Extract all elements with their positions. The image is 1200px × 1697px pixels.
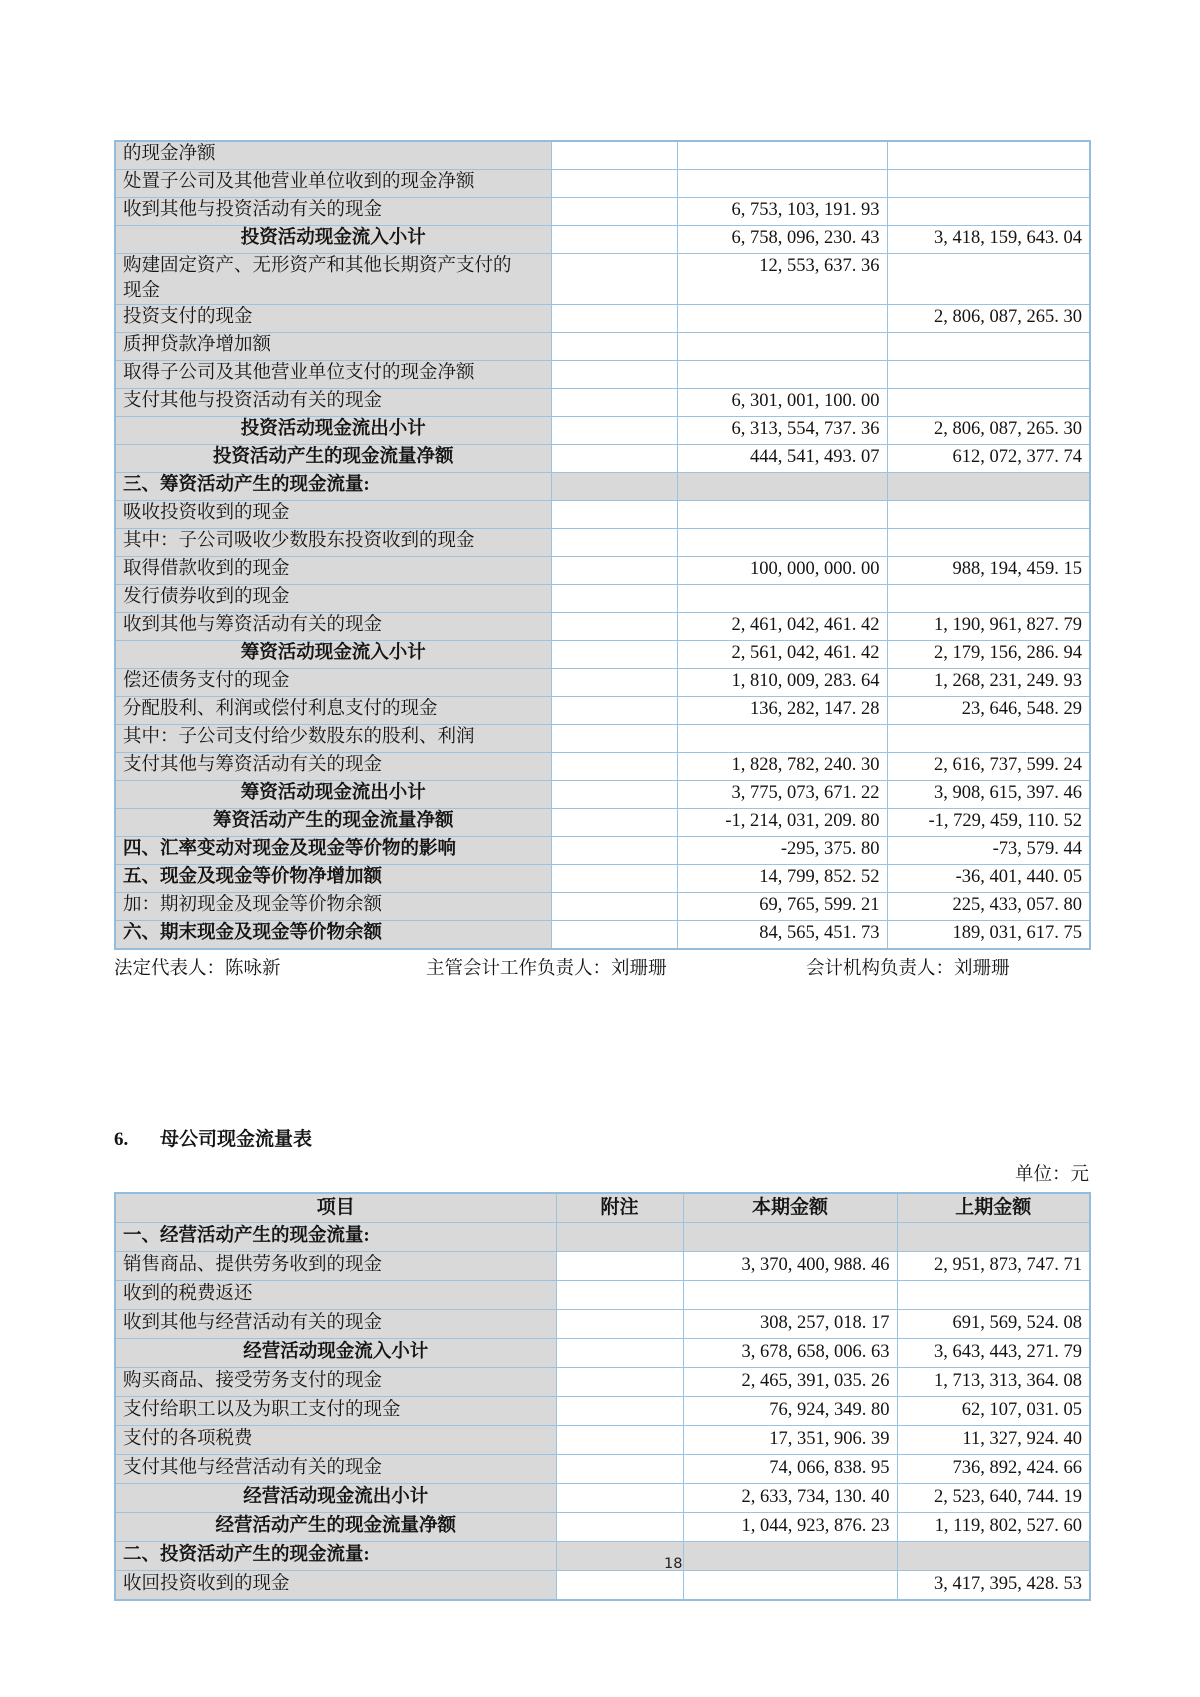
prior-amount bbox=[887, 389, 1090, 417]
item-label: 吸收投资收到的现金 bbox=[115, 501, 551, 529]
item-label: 分配股利、利润或偿付利息支付的现金 bbox=[115, 697, 551, 725]
note-cell bbox=[551, 865, 677, 893]
subtotal-row bbox=[115, 417, 1090, 445]
current-amount: 6, 758, 096, 230. 43 bbox=[677, 226, 887, 254]
subtotal-row bbox=[115, 1484, 1090, 1513]
note-cell bbox=[551, 141, 677, 170]
current-amount bbox=[677, 473, 887, 501]
item-label: 六、期末现金及现金等价物余额 bbox=[115, 921, 551, 950]
prior-amount: 225, 433, 057. 80 bbox=[887, 893, 1090, 921]
current-amount bbox=[677, 333, 887, 361]
item-label: 加：期初现金及现金等价物余额 bbox=[115, 893, 551, 921]
note-cell bbox=[551, 445, 677, 473]
note-cell bbox=[551, 557, 677, 585]
subtotal-row bbox=[115, 1339, 1090, 1368]
item-label: 支付其他与筹资活动有关的现金 bbox=[115, 753, 551, 781]
subtotal-row bbox=[115, 226, 1090, 254]
prior-amount: 1, 119, 802, 527. 60 bbox=[897, 1513, 1090, 1542]
consolidated-cash-flow-table bbox=[114, 140, 1091, 950]
prior-amount: 1, 713, 313, 364. 08 bbox=[897, 1368, 1090, 1397]
item-label: 投资活动现金流出小计 bbox=[115, 417, 551, 445]
note-cell bbox=[551, 613, 677, 641]
prior-amount bbox=[887, 170, 1090, 198]
table-row bbox=[115, 613, 1090, 641]
note-cell bbox=[556, 1513, 683, 1542]
note-cell bbox=[556, 1339, 683, 1368]
current-amount: 2, 461, 042, 461. 42 bbox=[677, 613, 887, 641]
prior-amount: -36, 401, 440. 05 bbox=[887, 865, 1090, 893]
prior-amount: 23, 646, 548. 29 bbox=[887, 697, 1090, 725]
item-label: 五、现金及现金等价物净增加额 bbox=[115, 865, 551, 893]
current-amount: 444, 541, 493. 07 bbox=[677, 445, 887, 473]
current-amount bbox=[677, 529, 887, 557]
item-label: 的现金净额 bbox=[115, 141, 551, 170]
prior-amount bbox=[897, 1542, 1090, 1571]
note-cell bbox=[551, 333, 677, 361]
note-cell bbox=[551, 641, 677, 669]
section-title: 母公司现金流量表 bbox=[160, 1129, 313, 1150]
prior-amount bbox=[897, 1281, 1090, 1310]
item-label: 投资活动现金流入小计 bbox=[115, 226, 551, 254]
item-label: 偿还债务支付的现金 bbox=[115, 669, 551, 697]
item-label: 处置子公司及其他营业单位收到的现金净额 bbox=[115, 170, 551, 198]
item-label: 购买商品、接受劳务支付的现金 bbox=[115, 1368, 556, 1397]
prior-amount bbox=[897, 1223, 1090, 1252]
note-cell bbox=[556, 1252, 683, 1281]
note-cell bbox=[551, 669, 677, 697]
note-cell bbox=[551, 753, 677, 781]
current-amount bbox=[677, 361, 887, 389]
table-row bbox=[115, 1368, 1090, 1397]
item-label: 其中：子公司支付给少数股东的股利、利润 bbox=[115, 725, 551, 753]
table-row bbox=[115, 1455, 1090, 1484]
prior-amount: 3, 417, 395, 428. 53 bbox=[897, 1571, 1090, 1601]
current-amount: 6, 753, 103, 191. 93 bbox=[677, 198, 887, 226]
table-row bbox=[115, 697, 1090, 725]
prior-amount: 11, 327, 924. 40 bbox=[897, 1426, 1090, 1455]
note-cell bbox=[551, 781, 677, 809]
item-label: 支付的各项税费 bbox=[115, 1426, 556, 1455]
item-label: 筹资活动产生的现金流量净额 bbox=[115, 809, 551, 837]
table-row bbox=[115, 198, 1090, 226]
prior-amount: 2, 951, 873, 747. 71 bbox=[897, 1252, 1090, 1281]
item-label: 支付其他与投资活动有关的现金 bbox=[115, 389, 551, 417]
prior-amount: 3, 418, 159, 643. 04 bbox=[887, 226, 1090, 254]
table-row bbox=[115, 361, 1090, 389]
note-cell bbox=[556, 1397, 683, 1426]
table-row bbox=[115, 1571, 1090, 1601]
current-amount bbox=[683, 1542, 897, 1571]
current-amount: 1, 828, 782, 240. 30 bbox=[677, 753, 887, 781]
prior-amount: 2, 616, 737, 599. 24 bbox=[887, 753, 1090, 781]
table-row bbox=[115, 585, 1090, 613]
note-cell bbox=[551, 837, 677, 865]
table-row bbox=[115, 141, 1090, 170]
current-amount: 136, 282, 147. 28 bbox=[677, 697, 887, 725]
note-cell bbox=[551, 893, 677, 921]
current-amount bbox=[677, 585, 887, 613]
prior-amount: 612, 072, 377. 74 bbox=[887, 445, 1090, 473]
prior-amount: 1, 190, 961, 827. 79 bbox=[887, 613, 1090, 641]
subtotal-row bbox=[115, 1513, 1090, 1542]
table-row bbox=[115, 254, 1090, 305]
prior-amount bbox=[887, 141, 1090, 170]
current-amount: 17, 351, 906. 39 bbox=[683, 1426, 897, 1455]
item-label: 筹资活动现金流出小计 bbox=[115, 781, 551, 809]
current-amount: -295, 375. 80 bbox=[677, 837, 887, 865]
prior-amount bbox=[887, 529, 1090, 557]
prior-amount: 2, 806, 087, 265. 30 bbox=[887, 417, 1090, 445]
item-label: 收到其他与筹资活动有关的现金 bbox=[115, 613, 551, 641]
prior-amount bbox=[887, 585, 1090, 613]
item-label: 收到其他与投资活动有关的现金 bbox=[115, 198, 551, 226]
item-label: 收到的税费返还 bbox=[115, 1281, 556, 1310]
prior-amount bbox=[887, 473, 1090, 501]
item-label: 支付其他与经营活动有关的现金 bbox=[115, 1455, 556, 1484]
prior-amount: 988, 194, 459. 15 bbox=[887, 557, 1090, 585]
prior-amount: 2, 806, 087, 265. 30 bbox=[887, 305, 1090, 333]
note-cell bbox=[551, 725, 677, 753]
section-row bbox=[115, 1223, 1090, 1252]
prior-amount bbox=[887, 198, 1090, 226]
item-label: 收回投资收到的现金 bbox=[115, 1571, 556, 1601]
document-content bbox=[114, 140, 1089, 1601]
item-label: 经营活动现金流出小计 bbox=[115, 1484, 556, 1513]
current-amount bbox=[683, 1281, 897, 1310]
current-amount bbox=[677, 170, 887, 198]
table-row bbox=[115, 557, 1090, 585]
header-current-period: 本期金额 bbox=[683, 1193, 897, 1223]
current-amount: 74, 066, 838. 95 bbox=[683, 1455, 897, 1484]
note-cell bbox=[551, 501, 677, 529]
section-row bbox=[115, 473, 1090, 501]
table-row bbox=[115, 669, 1090, 697]
note-cell bbox=[551, 361, 677, 389]
current-amount: 2, 465, 391, 035. 26 bbox=[683, 1368, 897, 1397]
header-note: 附注 bbox=[556, 1193, 683, 1223]
current-amount: 100, 000, 000. 00 bbox=[677, 557, 887, 585]
note-cell bbox=[551, 170, 677, 198]
table-row bbox=[115, 753, 1090, 781]
section-number: 6. bbox=[114, 1129, 129, 1150]
current-amount bbox=[677, 141, 887, 170]
prior-amount: 62, 107, 031. 05 bbox=[897, 1397, 1090, 1426]
table-row bbox=[115, 389, 1090, 417]
prior-amount: 691, 569, 524. 08 bbox=[897, 1310, 1090, 1339]
prior-amount: -1, 729, 459, 110. 52 bbox=[887, 809, 1090, 837]
current-amount bbox=[677, 725, 887, 753]
table-row bbox=[115, 1426, 1090, 1455]
table-row bbox=[115, 1281, 1090, 1310]
current-amount: 84, 565, 451. 73 bbox=[677, 921, 887, 950]
table-row bbox=[115, 921, 1090, 950]
current-amount bbox=[677, 501, 887, 529]
current-amount: 2, 561, 042, 461. 42 bbox=[677, 641, 887, 669]
table-row bbox=[115, 893, 1090, 921]
note-cell bbox=[556, 1281, 683, 1310]
item-label: 销售商品、提供劳务收到的现金 bbox=[115, 1252, 556, 1281]
prior-amount: 189, 031, 617. 75 bbox=[887, 921, 1090, 950]
item-label: 支付给职工以及为职工支付的现金 bbox=[115, 1397, 556, 1426]
subtotal-row bbox=[115, 445, 1090, 473]
note-cell bbox=[551, 254, 677, 305]
current-amount: 6, 313, 554, 737. 36 bbox=[677, 417, 887, 445]
unit-label: 单位：元 bbox=[1014, 1165, 1089, 1185]
note-cell bbox=[551, 809, 677, 837]
current-amount: 1, 810, 009, 283. 64 bbox=[677, 669, 887, 697]
legal-representative: 法定代表人：陈咏新 bbox=[114, 959, 281, 979]
page-number: 18 bbox=[664, 1556, 683, 1572]
note-cell bbox=[551, 417, 677, 445]
current-amount: 3, 370, 400, 988. 46 bbox=[683, 1252, 897, 1281]
table-row bbox=[115, 333, 1090, 361]
subtotal-row bbox=[115, 809, 1090, 837]
item-label: 收到其他与经营活动有关的现金 bbox=[115, 1310, 556, 1339]
parent-company-cash-flow-table bbox=[114, 1192, 1091, 1601]
item-label: 投资活动产生的现金流量净额 bbox=[115, 445, 551, 473]
current-amount: 308, 257, 018. 17 bbox=[683, 1310, 897, 1339]
prior-amount bbox=[887, 501, 1090, 529]
current-amount: 14, 799, 852. 52 bbox=[677, 865, 887, 893]
note-cell bbox=[556, 1368, 683, 1397]
item-label: 发行债券收到的现金 bbox=[115, 585, 551, 613]
prior-amount bbox=[887, 254, 1090, 305]
prior-amount bbox=[887, 333, 1090, 361]
current-amount: 3, 775, 073, 671. 22 bbox=[677, 781, 887, 809]
table-row bbox=[115, 170, 1090, 198]
current-amount: 69, 765, 599. 21 bbox=[677, 893, 887, 921]
table-row bbox=[115, 865, 1090, 893]
item-label: 经营活动现金流入小计 bbox=[115, 1339, 556, 1368]
current-amount: 6, 301, 001, 100. 00 bbox=[677, 389, 887, 417]
item-label: 取得借款收到的现金 bbox=[115, 557, 551, 585]
current-amount bbox=[683, 1223, 897, 1252]
current-amount: -1, 214, 031, 209. 80 bbox=[677, 809, 887, 837]
note-cell bbox=[551, 697, 677, 725]
item-label: 二、投资活动产生的现金流量: bbox=[115, 1542, 556, 1571]
note-cell bbox=[551, 473, 677, 501]
table-row bbox=[115, 1252, 1090, 1281]
note-cell bbox=[551, 226, 677, 254]
note-cell bbox=[556, 1223, 683, 1252]
table-row bbox=[115, 725, 1090, 753]
note-cell bbox=[556, 1484, 683, 1513]
subtotal-row bbox=[115, 641, 1090, 669]
note-cell bbox=[556, 1455, 683, 1484]
prior-amount: 3, 643, 443, 271. 79 bbox=[897, 1339, 1090, 1368]
header-prior-period: 上期金额 bbox=[897, 1193, 1090, 1223]
current-amount: 3, 678, 658, 006. 63 bbox=[683, 1339, 897, 1368]
prior-amount: 1, 268, 231, 249. 93 bbox=[887, 669, 1090, 697]
section-heading bbox=[114, 1127, 1089, 1153]
note-cell bbox=[551, 529, 677, 557]
table-row bbox=[115, 1310, 1090, 1339]
item-label: 四、汇率变动对现金及现金等价物的影响 bbox=[115, 837, 551, 865]
note-cell bbox=[556, 1571, 683, 1601]
current-amount: 12, 553, 637. 36 bbox=[677, 254, 887, 305]
item-label: 一、经营活动产生的现金流量: bbox=[115, 1223, 556, 1252]
subtotal-row bbox=[115, 781, 1090, 809]
note-cell bbox=[556, 1426, 683, 1455]
current-amount: 2, 633, 734, 130. 40 bbox=[683, 1484, 897, 1513]
note-cell bbox=[551, 389, 677, 417]
table-row bbox=[115, 305, 1090, 333]
prior-amount bbox=[887, 361, 1090, 389]
accounting-dept-head: 会计机构负责人：刘珊珊 bbox=[806, 959, 1010, 979]
prior-amount: 3, 908, 615, 397. 46 bbox=[887, 781, 1090, 809]
table-row bbox=[115, 501, 1090, 529]
prior-amount bbox=[887, 725, 1090, 753]
table-row bbox=[115, 1397, 1090, 1426]
item-label: 三、筹资活动产生的现金流量: bbox=[115, 473, 551, 501]
note-cell bbox=[551, 921, 677, 950]
current-amount: 76, 924, 349. 80 bbox=[683, 1397, 897, 1426]
note-cell bbox=[551, 585, 677, 613]
current-amount: 1, 044, 923, 876. 23 bbox=[683, 1513, 897, 1542]
note-cell bbox=[556, 1310, 683, 1339]
table-row bbox=[115, 837, 1090, 865]
prior-amount: 736, 892, 424. 66 bbox=[897, 1455, 1090, 1484]
current-amount bbox=[677, 305, 887, 333]
item-label: 购建固定资产、无形资产和其他长期资产支付的现金 bbox=[115, 254, 551, 305]
prior-amount: 2, 179, 156, 286. 94 bbox=[887, 641, 1090, 669]
prior-amount: -73, 579. 44 bbox=[887, 837, 1090, 865]
prior-amount: 2, 523, 640, 744. 19 bbox=[897, 1484, 1090, 1513]
note-cell bbox=[551, 198, 677, 226]
note-cell bbox=[551, 305, 677, 333]
section-row bbox=[115, 1542, 1090, 1571]
item-label: 筹资活动现金流入小计 bbox=[115, 641, 551, 669]
chief-accounting-officer: 主管会计工作负责人：刘珊珊 bbox=[426, 959, 667, 979]
current-amount bbox=[683, 1571, 897, 1601]
item-label: 质押贷款净增加额 bbox=[115, 333, 551, 361]
item-label: 投资支付的现金 bbox=[115, 305, 551, 333]
table-row bbox=[115, 529, 1090, 557]
header-item: 项目 bbox=[115, 1193, 556, 1223]
signature-line bbox=[114, 955, 1089, 985]
item-label: 经营活动产生的现金流量净额 bbox=[115, 1513, 556, 1542]
table-header-row bbox=[115, 1193, 1090, 1223]
item-label: 其中：子公司吸收少数股东投资收到的现金 bbox=[115, 529, 551, 557]
item-label: 取得子公司及其他营业单位支付的现金净额 bbox=[115, 361, 551, 389]
